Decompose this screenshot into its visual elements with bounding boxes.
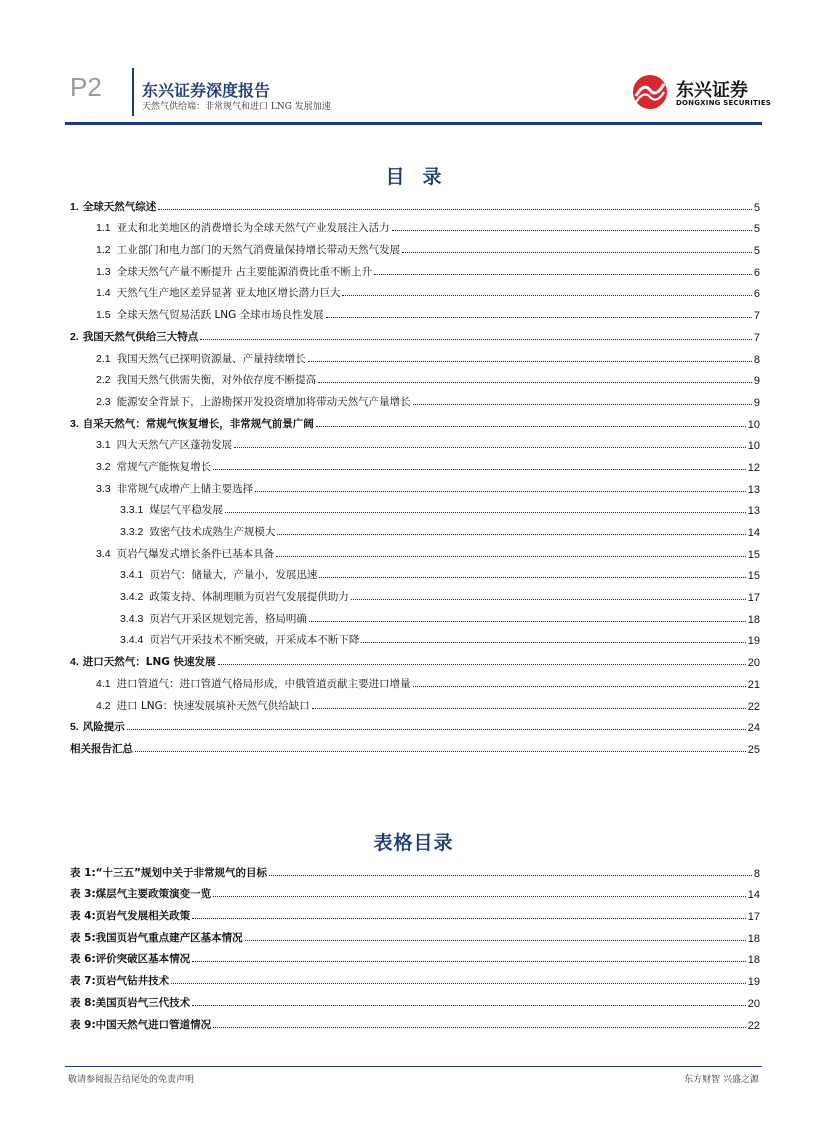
toc-item-number: 3.4 — [96, 547, 111, 560]
table-list-item[interactable] — [70, 966, 760, 988]
toc-item-label — [96, 481, 253, 496]
toc-item-label — [96, 242, 400, 257]
dot-leader — [413, 686, 746, 687]
toc-item-text: 表 6:评价突破区基本情况 — [70, 953, 191, 966]
dot-leader — [326, 317, 752, 318]
dot-leader — [171, 983, 746, 984]
toc-item[interactable] — [70, 257, 760, 279]
table-list-item[interactable] — [70, 945, 760, 967]
dot-leader — [308, 361, 752, 362]
dot-leader — [213, 896, 746, 897]
toc-item-label — [96, 372, 316, 387]
toc-item-label — [70, 930, 243, 945]
dot-leader — [342, 295, 751, 296]
toc-item-page: 6 — [753, 288, 760, 301]
table-list-item[interactable] — [70, 901, 760, 923]
toc-item-number: 2.3 — [96, 395, 111, 408]
toc-item-page: 10 — [747, 440, 760, 453]
toc-item-page: 19 — [747, 635, 760, 648]
dot-leader — [127, 729, 746, 730]
dot-leader — [192, 918, 746, 919]
toc-item-page: 8 — [753, 353, 760, 366]
page-number: P2 — [70, 72, 102, 102]
toc-item-text: 我国天然气已探明资源量、产量持续增长 — [116, 352, 306, 365]
toc-item-page: 14 — [747, 527, 760, 539]
toc-item-page: 13 — [747, 505, 760, 518]
toc-item-number: 2.1 — [96, 352, 111, 365]
toc-item-text: 我国天然气供需失衡，对外依存度不断提高 — [116, 374, 317, 387]
toc-item-text: 我国天然气供给三大特点 — [82, 330, 199, 343]
toc-item-page: 12 — [747, 461, 760, 474]
dot-leader — [402, 252, 752, 253]
toc-item[interactable] — [70, 322, 760, 344]
toc-item-label — [70, 741, 133, 756]
toc-item[interactable] — [70, 669, 760, 691]
toc-item-page: 20 — [747, 657, 760, 670]
toc-item[interactable] — [70, 366, 760, 388]
toc-item-page: 20 — [747, 997, 760, 1010]
toc-item-page: 9 — [753, 375, 760, 388]
toc-item-text: 表 4:页岩气发展相关政策 — [70, 910, 191, 923]
toc-item-label — [70, 416, 314, 431]
toc-item-text: 页岩气爆发式增长条件已基本具备 — [116, 547, 275, 560]
toc-item-text: 工业部门和电力部门的天然气消费量保持增长带动天然气发展 — [116, 244, 401, 257]
toc-item[interactable] — [70, 604, 760, 626]
toc-item-label — [120, 567, 317, 582]
toc-item-page: 8 — [753, 867, 760, 880]
toc-item[interactable] — [70, 235, 760, 257]
footer-slogan: 东方财智 兴盛之源 — [684, 1075, 759, 1085]
toc-item-number: 1. — [70, 200, 79, 213]
toc-item-text: 进口管道气：进口管道气格局形成，中俄管道贡献主要进口增量 — [116, 677, 411, 690]
toc-item-label — [70, 995, 190, 1010]
dot-leader — [158, 209, 752, 210]
table-list-item[interactable] — [70, 880, 760, 902]
dot-leader — [255, 491, 746, 492]
toc-item[interactable] — [70, 691, 760, 713]
toc-item-text: 表 9:中国天然气进口管道情况 — [70, 1018, 212, 1031]
toc-item-label — [96, 264, 372, 279]
toc-item[interactable] — [70, 192, 760, 214]
dot-leader — [392, 230, 752, 231]
toc-item-label — [120, 611, 307, 626]
toc-item-number: 3.4.4 — [120, 634, 144, 647]
toc-item-number: 3.3.1 — [120, 504, 144, 517]
toc-item[interactable] — [70, 300, 760, 322]
toc-item-number: 2.2 — [96, 374, 111, 387]
footer-divider — [65, 1066, 762, 1067]
toc-item[interactable] — [70, 452, 760, 474]
dot-leader — [234, 447, 746, 448]
toc-item-label — [70, 973, 169, 988]
toc-item-text: 风险提示 — [82, 721, 125, 734]
table-list — [70, 858, 760, 1032]
toc-item[interactable] — [70, 431, 760, 453]
table-list-item[interactable] — [70, 923, 760, 945]
dot-leader — [192, 1005, 746, 1006]
dot-leader — [309, 621, 746, 622]
toc-item-text: 页岩气开采区规划完善，格局明确 — [149, 612, 307, 625]
toc-item-label — [120, 502, 223, 517]
toc-item-page: 25 — [747, 743, 760, 756]
toc-item[interactable] — [70, 214, 760, 236]
table-list-item[interactable] — [70, 858, 760, 880]
toc-item-number: 5. — [70, 721, 79, 734]
toc-item-number: 1.4 — [96, 287, 111, 300]
toc-item-page: 17 — [747, 592, 760, 605]
toc-item-label — [70, 719, 125, 734]
dot-leader — [374, 274, 752, 275]
dot-leader — [312, 708, 746, 709]
brand-name: 东兴证券 — [676, 80, 748, 101]
table-list-item[interactable] — [70, 988, 760, 1010]
toc-item[interactable] — [70, 734, 760, 756]
toc-item-label — [70, 951, 190, 966]
dot-leader — [225, 512, 746, 513]
toc-item[interactable] — [70, 344, 760, 366]
toc-item-number: 1.1 — [96, 222, 111, 235]
toc-item-label — [70, 199, 156, 214]
toc-item[interactable] — [70, 387, 760, 409]
toc-item-text: 相关报告汇总 — [70, 742, 133, 755]
toc-item-label — [70, 329, 198, 344]
toc-item-text: 非常规气成增产上储主要选择 — [116, 482, 254, 495]
dot-leader — [245, 940, 746, 941]
dot-leader — [319, 577, 745, 578]
toc-item[interactable] — [70, 279, 760, 301]
footer-disclaimer: 敬请参阅报告结尾处的免责声明 — [68, 1075, 195, 1085]
toc-item-text: 四大天然气产区蓬勃发展 — [116, 439, 233, 452]
toc-item-label — [96, 698, 310, 713]
toc-item-label — [70, 1017, 211, 1032]
toc-item-text: 亚太和北美地区的消费增长为全球天然气产业发展注入活力 — [116, 222, 390, 235]
toc-item-page: 18 — [747, 613, 760, 626]
dot-leader — [269, 875, 752, 876]
toc-item-number: 4.2 — [96, 699, 111, 712]
toc-item-label — [70, 654, 216, 669]
toc-item-text: 进口 LNG：快速发展填补天然气供给缺口 — [116, 699, 310, 712]
report-title: 东兴证券深度报告 — [142, 81, 271, 100]
toc-item-label — [96, 676, 411, 691]
dot-leader — [361, 642, 745, 643]
toc-item[interactable] — [70, 713, 760, 735]
toc-item-text: 页岩气：储量大，产量小，发展迅速 — [149, 569, 318, 582]
toc-item-page: 14 — [747, 889, 760, 902]
toc-item-number: 3.4.2 — [120, 591, 144, 604]
toc-item[interactable] — [70, 496, 760, 518]
dot-leader — [213, 1027, 746, 1028]
dot-leader — [413, 404, 752, 405]
toc-item-text: 致密气技术成熟生产规模大 — [149, 526, 276, 538]
dot-leader — [200, 339, 752, 340]
toc-item-number: 1.3 — [96, 265, 111, 278]
dot-leader — [351, 599, 746, 600]
toc-item-page: 22 — [747, 700, 760, 713]
toc-item-label — [120, 632, 359, 647]
toc-item-page: 18 — [747, 932, 760, 945]
table-list-title: 表格目录 — [373, 832, 454, 854]
dot-leader — [218, 664, 746, 665]
toc-item[interactable] — [70, 582, 760, 604]
toc-item-text: 进口天然气：LNG 快速发展 — [82, 656, 216, 669]
toc-item-label — [70, 886, 211, 901]
toc-item-number: 3. — [70, 417, 79, 430]
dot-leader — [316, 426, 746, 427]
toc-item-number: 3.4.1 — [120, 569, 144, 582]
brand-name-en: DONGXING SECURITIES — [676, 99, 772, 107]
toc-item-text: 表 1:“十三五”规划中关于非常规气的目标 — [70, 866, 267, 879]
toc-item-label — [120, 524, 275, 539]
toc-item-text: 表 3:煤层气主要政策演变一览 — [70, 888, 212, 901]
toc-item-text: 自采天然气：常规气恢复增长，非常规气前景广阔 — [82, 417, 314, 430]
toc-list — [70, 192, 760, 756]
toc-item-page: 5 — [753, 245, 760, 258]
toc-item-page: 15 — [747, 570, 760, 583]
table-list-item[interactable] — [70, 1010, 760, 1032]
dot-leader — [318, 382, 752, 383]
toc-item-label — [96, 546, 274, 561]
toc-item[interactable] — [70, 409, 760, 431]
toc-item-label — [70, 865, 267, 880]
report-subtitle: 天然气供给端：非常规气和进口 LNG 发展加速 — [142, 102, 331, 112]
toc-item-page: 10 — [747, 418, 760, 431]
toc-item-page: 13 — [747, 483, 760, 496]
dot-leader — [135, 751, 746, 752]
toc-item-page: 22 — [747, 1019, 760, 1032]
toc-item-text: 天然气生产地区差异显著 亚太地区增长潜力巨大 — [116, 287, 341, 300]
toc-item[interactable] — [70, 474, 760, 496]
toc-item-label — [70, 908, 190, 923]
toc-item-text: 政策支持、体制理顺为页岩气发展提供助力 — [149, 591, 349, 604]
toc-item[interactable] — [70, 517, 760, 539]
toc-item-number: 3.2 — [96, 460, 111, 473]
toc-item[interactable] — [70, 539, 760, 561]
toc-item-number: 3.3 — [96, 482, 111, 495]
toc-item-text: 表 7:页岩气钻井技术 — [70, 975, 170, 988]
toc-item-label — [96, 437, 232, 452]
toc-item[interactable] — [70, 647, 760, 669]
dot-leader — [192, 961, 746, 962]
toc-item-text: 煤层气平稳发展 — [149, 504, 223, 517]
toc-item[interactable] — [70, 626, 760, 648]
toc-item-page: 15 — [747, 548, 760, 561]
toc-item-text: 表 5:我国页岩气重点建产区基本情况 — [70, 931, 243, 944]
toc-item-page: 18 — [747, 954, 760, 967]
toc-item-text: 常规气产能恢复增长 — [116, 460, 212, 473]
toc-item-number: 3.4.3 — [120, 612, 144, 625]
toc-item-label — [96, 285, 340, 300]
dot-leader — [213, 469, 746, 470]
toc-item-text: 全球天然气贸易活跃 LNG 全球市场良性发展 — [116, 309, 324, 322]
toc-item-page: 7 — [753, 331, 760, 344]
toc-item-number: 3.3.2 — [120, 526, 144, 538]
dot-leader — [277, 534, 745, 535]
toc-item-number: 1.5 — [96, 309, 111, 322]
toc-item-label — [96, 351, 306, 366]
toc-item-number: 1.2 — [96, 244, 111, 257]
toc-item-label — [120, 589, 349, 604]
toc-item-text: 全球天然气综述 — [82, 200, 157, 213]
toc-item-number: 4. — [70, 656, 79, 669]
toc-item-text: 能源安全背景下，上游勘探开发投资增加将带动天然气产量增长 — [116, 395, 411, 408]
toc-title: 目录 — [385, 166, 460, 188]
toc-item-number: 4.1 — [96, 677, 111, 690]
toc-item-page: 6 — [753, 266, 760, 279]
toc-item-text: 表 8:美国页岩气三代技术 — [70, 996, 191, 1009]
toc-item-text: 页岩气开采技术不断突破，开采成本不断下降 — [149, 634, 360, 647]
toc-item-page: 19 — [747, 976, 760, 989]
dot-leader — [276, 556, 746, 557]
toc-item-number: 3.1 — [96, 439, 111, 452]
toc-item-text: 全球天然气产量不断提升 占主要能源消费比重不断上升 — [116, 265, 372, 278]
toc-item-page: 7 — [753, 310, 760, 323]
toc-item-label — [96, 459, 211, 474]
toc-item-label — [96, 307, 324, 322]
toc-item-page: 5 — [753, 223, 760, 236]
toc-item-label — [96, 394, 411, 409]
toc-item-page: 5 — [753, 201, 760, 214]
toc-item-label — [96, 220, 390, 235]
header-divider — [65, 122, 762, 125]
toc-item-page: 17 — [747, 911, 760, 924]
toc-item-number: 2. — [70, 330, 79, 343]
toc-item-page: 24 — [747, 722, 760, 735]
toc-item-page: 21 — [747, 678, 760, 691]
header-divider-vertical — [132, 68, 134, 116]
toc-item-page: 9 — [753, 396, 760, 409]
toc-item[interactable] — [70, 561, 760, 583]
